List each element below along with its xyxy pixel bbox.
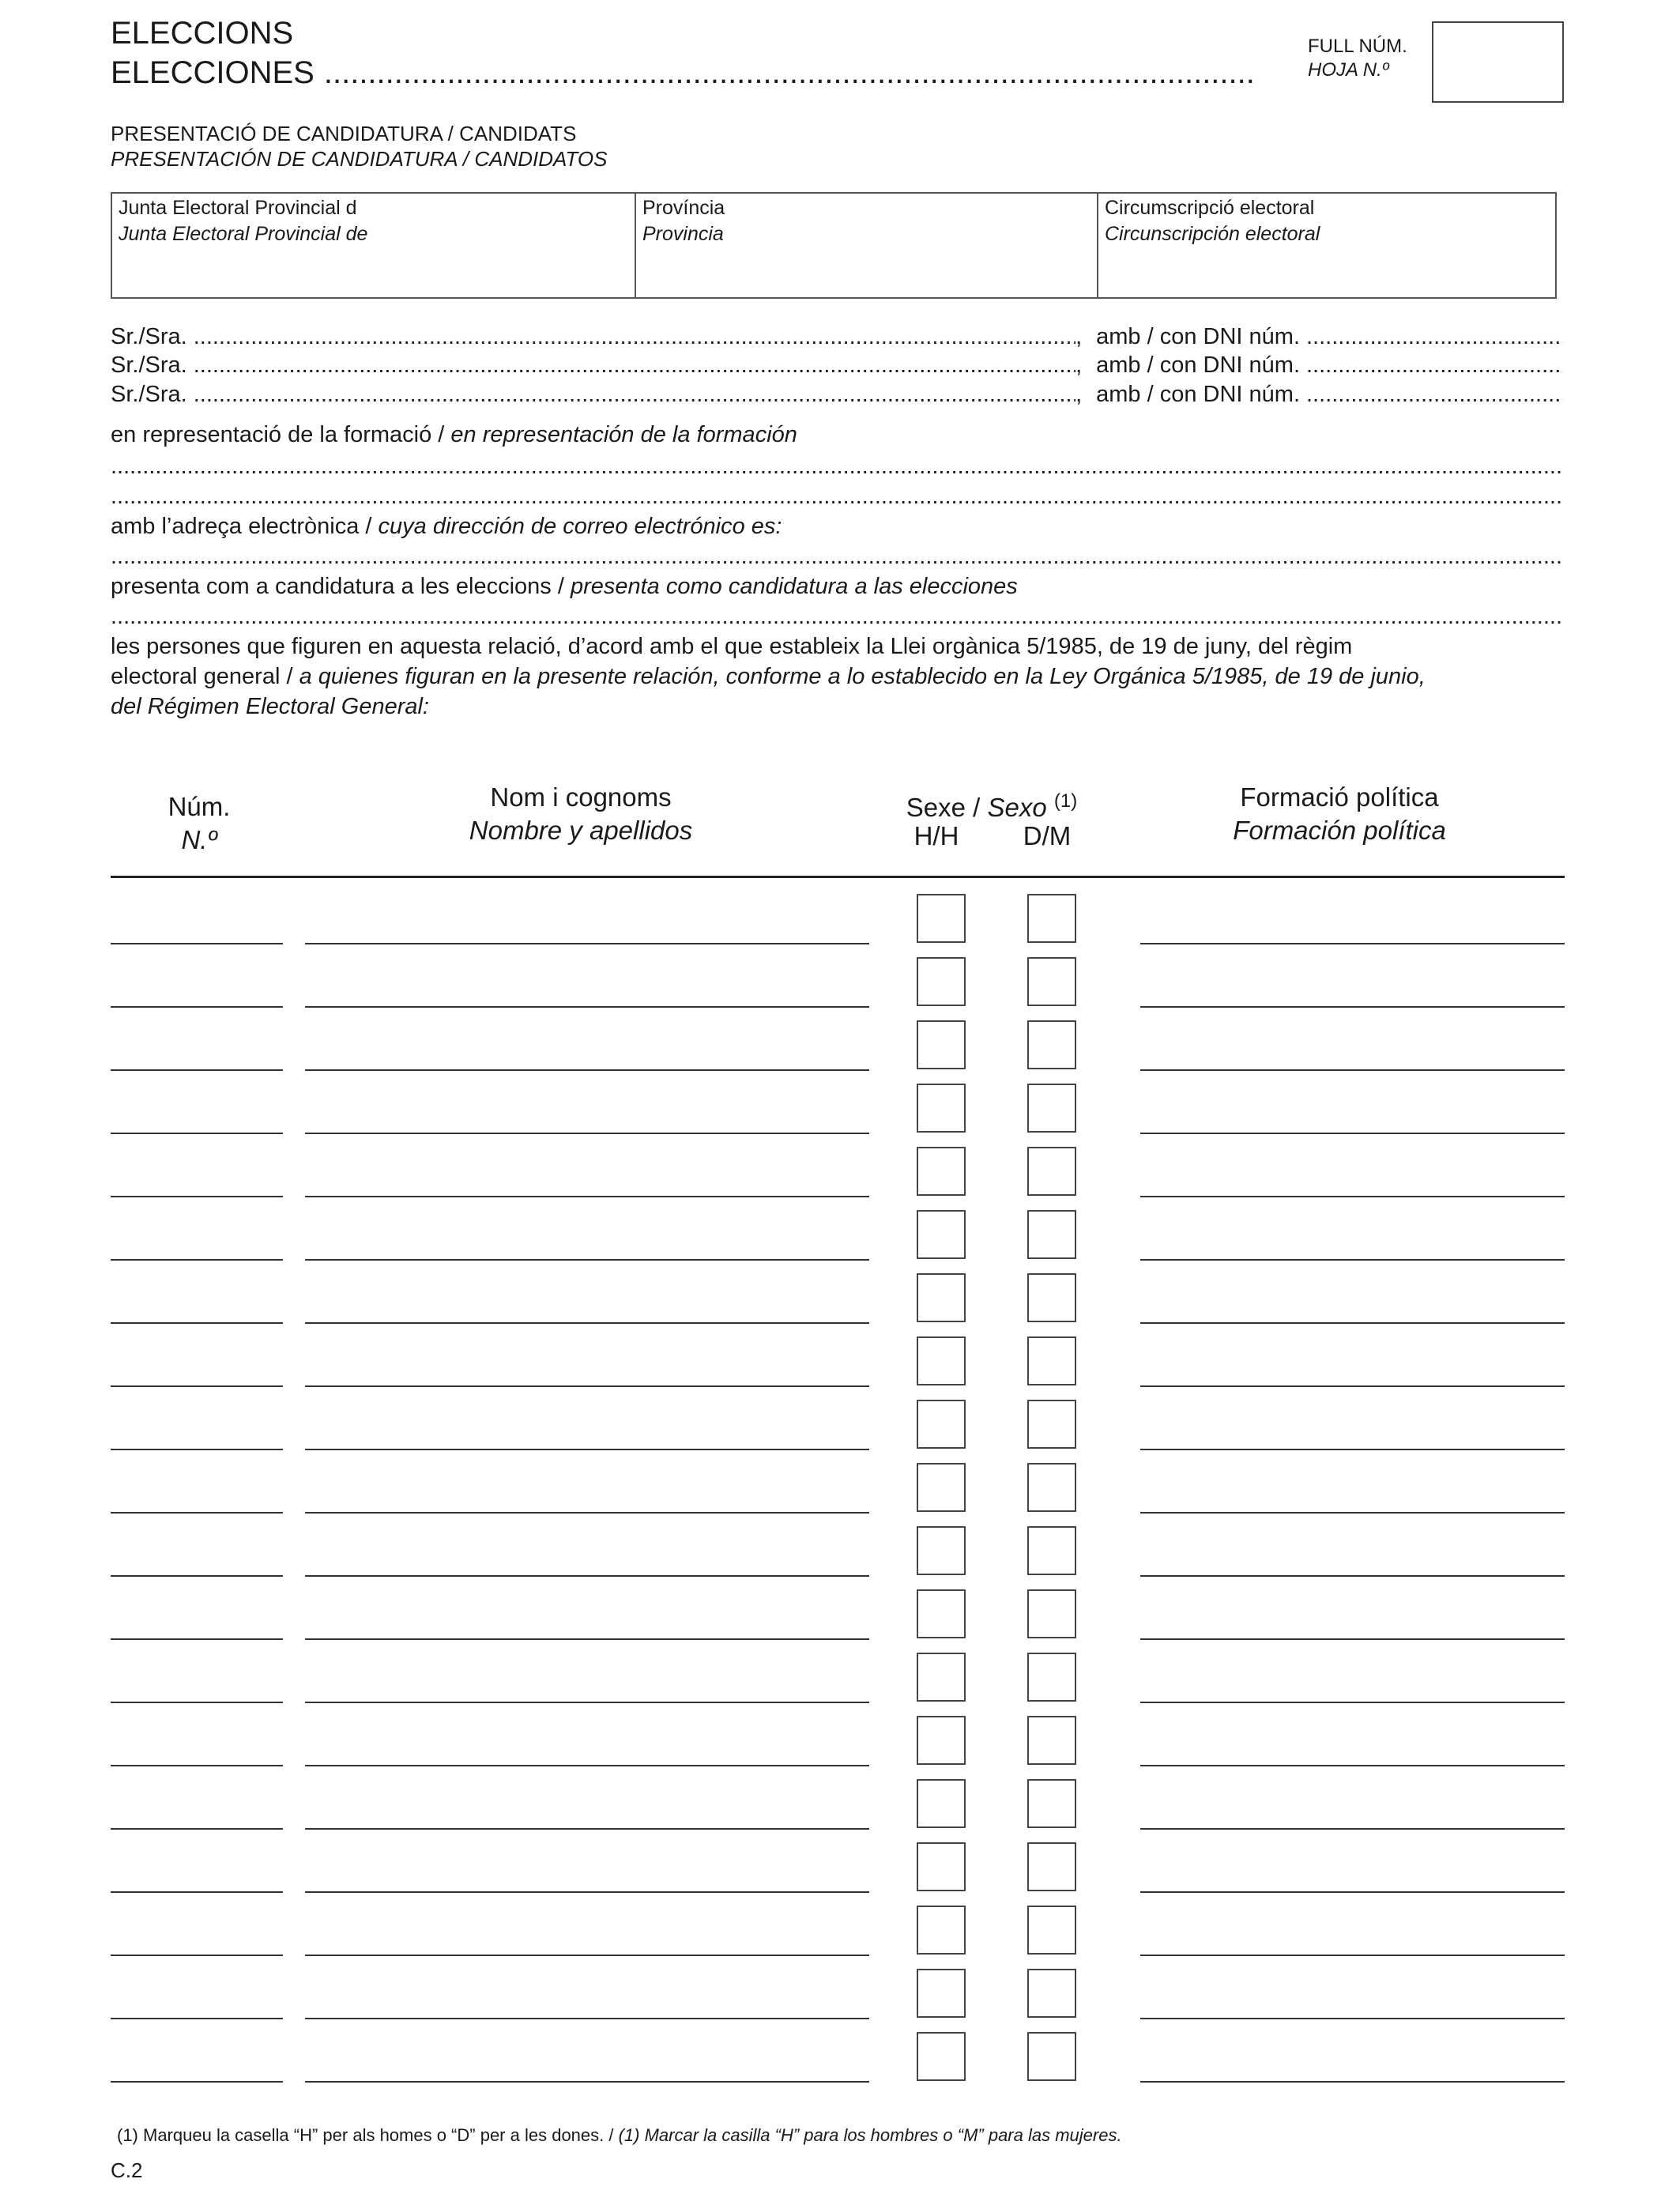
sex-h-checkbox[interactable] bbox=[917, 1716, 966, 1765]
sex-h-checkbox[interactable] bbox=[917, 1400, 966, 1449]
candidate-party-field[interactable] bbox=[1140, 1512, 1565, 1514]
election-name-field[interactable] bbox=[324, 54, 1256, 92]
email-ca: amb l’adreça electrònica / bbox=[111, 514, 379, 539]
sex-d-checkbox[interactable] bbox=[1027, 1842, 1076, 1891]
sex-d-checkbox[interactable] bbox=[1027, 1147, 1076, 1196]
col-sex-header bbox=[873, 785, 1110, 824]
footnote-es: (1) Marcar la casilla “H” para los hombres o “M” para las mujeres. bbox=[618, 2125, 1122, 2145]
col-name-header bbox=[383, 781, 778, 847]
candidate-party-field[interactable] bbox=[1140, 1385, 1565, 1387]
email-field[interactable] bbox=[111, 542, 1563, 571]
comma: , bbox=[1075, 324, 1083, 349]
candidate-number-field[interactable] bbox=[111, 1638, 283, 1640]
electoral-info-box bbox=[111, 192, 1557, 299]
presenta-es: presenta como candidatura a las elecciones bbox=[570, 574, 1018, 599]
sex-h-checkbox[interactable] bbox=[917, 1969, 966, 2018]
col-sex-h: H/H bbox=[913, 821, 959, 850]
candidate-number-field[interactable] bbox=[111, 1385, 283, 1387]
candidate-number-field[interactable] bbox=[111, 1259, 283, 1261]
candidate-name-field[interactable] bbox=[305, 1385, 869, 1387]
candidate-party-field[interactable] bbox=[1140, 943, 1565, 944]
sex-h-checkbox[interactable] bbox=[917, 1526, 966, 1575]
candidate-number-field[interactable] bbox=[111, 1955, 283, 1956]
subtitle-catalan: PRESENTACIÓ DE CANDIDATURA / CANDIDATS bbox=[111, 122, 577, 145]
dni-label: amb / con DNI núm. bbox=[1096, 324, 1300, 349]
candidate-name-field[interactable] bbox=[305, 1133, 869, 1134]
sex-d-checkbox[interactable] bbox=[1027, 1653, 1076, 1702]
col-party-header bbox=[1142, 781, 1537, 847]
sex-h-checkbox[interactable] bbox=[917, 1273, 966, 1322]
candidate-number-field[interactable] bbox=[111, 1828, 283, 1830]
candidate-number-field[interactable] bbox=[111, 1069, 283, 1071]
province-cell[interactable] bbox=[635, 194, 1097, 297]
candidate-party-field[interactable] bbox=[1140, 1891, 1565, 1893]
candidate-number-field[interactable] bbox=[111, 1575, 283, 1577]
candidate-party-field[interactable] bbox=[1140, 1133, 1565, 1134]
sex-h-checkbox[interactable] bbox=[917, 1906, 966, 1955]
sheet-number-label-es: HOJA N.º bbox=[1308, 59, 1389, 81]
candidate-number-field[interactable] bbox=[111, 1512, 283, 1514]
candidate-number-field[interactable] bbox=[111, 1765, 283, 1766]
sex-h-checkbox[interactable] bbox=[917, 1842, 966, 1891]
applicant-row-3 bbox=[111, 380, 1563, 409]
party-name-field-1[interactable] bbox=[111, 452, 1563, 481]
candidate-number-field[interactable] bbox=[111, 1322, 283, 1324]
applicant-name-field[interactable] bbox=[194, 322, 1075, 351]
comma: , bbox=[1075, 382, 1083, 407]
legal-line-1: les persones que figuren en aquesta relació, d’acord amb el que estableix la Llei orgànica 5/1985, de 19 de juny, del règim bbox=[111, 634, 1353, 659]
candidate-name-field[interactable] bbox=[305, 1449, 869, 1450]
candidate-name-field[interactable] bbox=[305, 1512, 869, 1514]
sex-h-checkbox[interactable] bbox=[917, 1147, 966, 1196]
candidate-name-field[interactable] bbox=[305, 1575, 869, 1577]
sex-d-checkbox[interactable] bbox=[1027, 1463, 1076, 1512]
form-code: C.2 bbox=[111, 2158, 143, 2182]
candidate-party-field[interactable] bbox=[1140, 1702, 1565, 1703]
party-name-field-2[interactable] bbox=[111, 482, 1563, 511]
col-name-ca: Nom i cognoms bbox=[490, 782, 672, 812]
sex-h-checkbox[interactable] bbox=[917, 1653, 966, 1702]
candidate-name-field[interactable] bbox=[305, 2081, 869, 2083]
candidate-number-field[interactable] bbox=[111, 1449, 283, 1450]
sheet-number-label: FULL NÚM. bbox=[1308, 36, 1407, 57]
sex-d-checkbox[interactable] bbox=[1027, 1020, 1076, 1069]
dni-label: amb / con DNI núm. bbox=[1096, 382, 1300, 407]
presenta-label bbox=[111, 572, 1018, 601]
candidate-number-field[interactable] bbox=[111, 943, 283, 944]
candidate-party-field[interactable] bbox=[1140, 1449, 1565, 1450]
applicant-prefix: Sr./Sra. bbox=[111, 382, 187, 407]
email-es: cuya dirección de correo electrónico es: bbox=[378, 514, 782, 539]
title-spanish: ELECCIONES bbox=[111, 55, 315, 90]
col-sex-title bbox=[873, 785, 1110, 824]
candidate-number-field[interactable] bbox=[111, 1702, 283, 1703]
legal-line-2-es: a quienes figuran en la presente relación, conforme a lo establecido en la Ley Orgánica 5/1985, de 19 de junio, bbox=[299, 664, 1426, 689]
candidate-party-field[interactable] bbox=[1140, 1765, 1565, 1766]
representation-label bbox=[111, 420, 797, 449]
candidate-name-field[interactable] bbox=[305, 1828, 869, 1830]
applicant-name-field[interactable] bbox=[194, 380, 1075, 409]
sex-h-checkbox[interactable] bbox=[917, 1463, 966, 1512]
candidate-name-field[interactable] bbox=[305, 1006, 869, 1008]
col-num-ca: Núm. bbox=[168, 792, 231, 821]
candidate-party-field[interactable] bbox=[1140, 2081, 1565, 2083]
footnote-ca: (1) Marqueu la casella “H” per als homes o “D” per a les dones. / bbox=[117, 2125, 619, 2145]
table-header-rule bbox=[111, 876, 1565, 878]
applicant-prefix: Sr./Sra. bbox=[111, 324, 187, 349]
candidate-name-field[interactable] bbox=[305, 1196, 869, 1197]
title-spanish-line bbox=[111, 54, 1256, 92]
elections-field[interactable] bbox=[111, 602, 1563, 631]
constituency-label: Circumscripció electoral bbox=[1105, 197, 1315, 219]
dni-field[interactable] bbox=[1306, 351, 1563, 379]
sex-d-checkbox[interactable] bbox=[1027, 1716, 1076, 1765]
candidate-name-field[interactable] bbox=[305, 1259, 869, 1261]
candidate-name-field[interactable] bbox=[305, 1955, 869, 1956]
candidate-party-field[interactable] bbox=[1140, 1828, 1565, 1830]
col-sex-ca: Sexe / bbox=[906, 793, 988, 822]
applicant-prefix: Sr./Sra. bbox=[111, 352, 187, 378]
sex-h-checkbox[interactable] bbox=[917, 957, 966, 1006]
sex-d-checkbox[interactable] bbox=[1027, 1906, 1076, 1955]
province-label-es: Provincia bbox=[642, 223, 724, 245]
sex-d-checkbox[interactable] bbox=[1027, 1273, 1076, 1322]
sex-d-checkbox[interactable] bbox=[1027, 1526, 1076, 1575]
sex-h-checkbox[interactable] bbox=[917, 1210, 966, 1259]
candidate-name-field[interactable] bbox=[305, 1322, 869, 1324]
col-sex-es: Sexo bbox=[987, 793, 1047, 822]
footnote bbox=[117, 2124, 1122, 2147]
sex-h-checkbox[interactable] bbox=[917, 1020, 966, 1069]
sex-h-checkbox[interactable] bbox=[917, 1084, 966, 1133]
applicant-row-2 bbox=[111, 351, 1563, 379]
candidate-party-field[interactable] bbox=[1140, 2018, 1565, 2019]
candidate-party-field[interactable] bbox=[1140, 1196, 1565, 1197]
candidate-name-field[interactable] bbox=[305, 943, 869, 944]
candidate-number-field[interactable] bbox=[111, 2018, 283, 2019]
candidate-number-field[interactable] bbox=[111, 1891, 283, 1893]
legal-line-2-ca: electoral general / bbox=[111, 664, 299, 689]
candidate-party-field[interactable] bbox=[1140, 1322, 1565, 1324]
applicant-name-field[interactable] bbox=[194, 351, 1075, 379]
presenta-ca: presenta com a candidatura a les eleccions / bbox=[111, 574, 571, 599]
candidate-name-field[interactable] bbox=[305, 1765, 869, 1766]
candidate-party-field[interactable] bbox=[1140, 1006, 1565, 1008]
col-name-es: Nombre y apellidos bbox=[469, 816, 693, 845]
sex-h-checkbox[interactable] bbox=[917, 1589, 966, 1638]
dni-field[interactable] bbox=[1306, 322, 1563, 351]
col-num-es: N.º bbox=[181, 825, 217, 854]
sex-d-checkbox[interactable] bbox=[1027, 957, 1076, 1006]
sex-d-checkbox[interactable] bbox=[1027, 2032, 1076, 2081]
sex-d-checkbox[interactable] bbox=[1027, 1084, 1076, 1133]
sex-d-checkbox[interactable] bbox=[1027, 1969, 1076, 2018]
dni-field[interactable] bbox=[1306, 380, 1563, 409]
candidate-name-field[interactable] bbox=[305, 1069, 869, 1071]
legal-line-2 bbox=[111, 662, 1426, 691]
subtitle-spanish: PRESENTACIÓN DE CANDIDATURA / CANDIDATOS bbox=[111, 147, 608, 171]
email-label bbox=[111, 512, 782, 541]
candidate-number-field[interactable] bbox=[111, 1006, 283, 1008]
dni-label: amb / con DNI núm. bbox=[1096, 352, 1300, 378]
candidate-name-field[interactable] bbox=[305, 1891, 869, 1893]
candidate-name-field[interactable] bbox=[305, 1702, 869, 1703]
candidate-number-field[interactable] bbox=[111, 1133, 283, 1134]
constituency-label-es: Circunscripción electoral bbox=[1105, 223, 1320, 245]
candidate-name-field[interactable] bbox=[305, 2018, 869, 2019]
applicant-row-1 bbox=[111, 322, 1563, 351]
sex-h-checkbox[interactable] bbox=[917, 1336, 966, 1385]
representation-es: en representación de la formación bbox=[450, 422, 797, 447]
col-num-header bbox=[120, 790, 278, 857]
candidate-number-field[interactable] bbox=[111, 2081, 283, 2083]
col-sex-d: D/M bbox=[1023, 821, 1072, 850]
candidate-party-field[interactable] bbox=[1140, 1069, 1565, 1071]
sex-d-checkbox[interactable] bbox=[1027, 1210, 1076, 1259]
junta-cell[interactable] bbox=[112, 194, 635, 297]
sex-d-checkbox[interactable] bbox=[1027, 894, 1076, 943]
sex-h-checkbox[interactable] bbox=[917, 894, 966, 943]
candidate-party-field[interactable] bbox=[1140, 1955, 1565, 1956]
junta-label-es: Junta Electoral Provincial de bbox=[119, 223, 368, 245]
sex-d-checkbox[interactable] bbox=[1027, 1400, 1076, 1449]
sex-d-checkbox[interactable] bbox=[1027, 1589, 1076, 1638]
candidate-name-field[interactable] bbox=[305, 1638, 869, 1640]
candidate-party-field[interactable] bbox=[1140, 1259, 1565, 1261]
sex-d-checkbox[interactable] bbox=[1027, 1779, 1076, 1828]
comma: , bbox=[1075, 352, 1083, 378]
candidate-party-field[interactable] bbox=[1140, 1638, 1565, 1640]
sheet-number-box[interactable] bbox=[1432, 21, 1564, 103]
col-party-es: Formación política bbox=[1233, 816, 1446, 845]
constituency-cell[interactable] bbox=[1097, 194, 1555, 297]
candidate-number-field[interactable] bbox=[111, 1196, 283, 1197]
col-party-ca: Formació política bbox=[1240, 782, 1439, 812]
sex-d-checkbox[interactable] bbox=[1027, 1336, 1076, 1385]
sex-h-checkbox[interactable] bbox=[917, 1779, 966, 1828]
title-catalan: ELECCIONS bbox=[111, 16, 294, 51]
junta-label: Junta Electoral Provincial d bbox=[119, 197, 357, 219]
legal-line-3: del Régimen Electoral General: bbox=[111, 694, 429, 719]
province-label: Província bbox=[642, 197, 725, 219]
candidate-party-field[interactable] bbox=[1140, 1575, 1565, 1577]
sex-h-checkbox[interactable] bbox=[917, 2032, 966, 2081]
footnote-marker: (1) bbox=[1053, 790, 1078, 812]
representation-ca: en representació de la formació / bbox=[111, 422, 451, 447]
